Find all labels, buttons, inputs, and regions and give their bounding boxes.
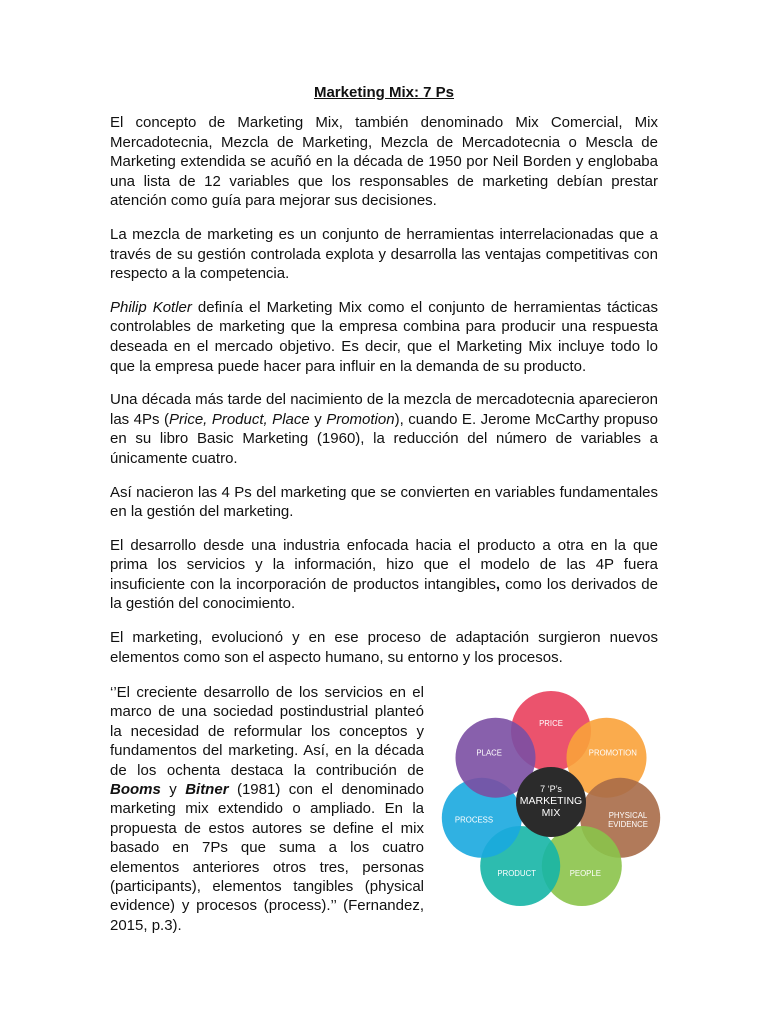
paragraph-6-b: como los derivados de la gestión del conocimiento. bbox=[110, 575, 658, 613]
booms-name: Booms bbox=[110, 781, 161, 799]
center-label: 7 ‘P’s MARKETING MIX bbox=[519, 784, 583, 819]
paragraph-3 bbox=[110, 298, 658, 376]
petal-label-price: PRICE bbox=[539, 719, 563, 728]
paragraph-6 bbox=[110, 536, 658, 614]
page-title: Marketing Mix: 7 Ps bbox=[313, 84, 455, 101]
kotler-name: Philip Kotler bbox=[110, 298, 192, 316]
petal-label-product: PRODUCT bbox=[497, 869, 536, 879]
paragraph-6-a: El desarrollo desde una industria enfocada hacia el producto a otra en la que prima los servicios y la información, hizo que el modelo de las 4P fuera insuficiente con la incorporación de productos intangibles bbox=[110, 536, 658, 593]
paragraph-3-text: definía el Marketing Mix como el conjunto de herramientas tácticas controlables de marketing que la empresa combina para producir una respuesta deseada en el mercado objetivo. Es decir, que el Marketing Mix incluye todo lo que la empresa puede hacer para influir en la demanda de su producto. bbox=[110, 298, 659, 375]
paragraph-1: El concepto de Marketing Mix, también denominado Mix Comercial, Mix Mercadotecnia, Mezcla de Marketing, Mezcla de Mercadotecnia o Mescla de Marketing extendida se acuñó en la década de 1950 por Neil Borden y englobaba una lista de 12 variables que los responsables de marketing debían prestar atención como guía para mejorar sus decisiones. bbox=[110, 114, 658, 210]
paragraph-4-e: ), cuando E. Jerome McCarthy propuso en su libro Basic Marketing (1960), la reducción del número de variables a únicamente cuatro. bbox=[110, 410, 658, 467]
paragraph-4-promotion: Promotion bbox=[326, 410, 395, 428]
paragraph-5: Así nacieron las 4 Ps del marketing que se convierten en variables fundamentales en la gestión del marketing. bbox=[110, 483, 658, 521]
body-column bbox=[110, 113, 658, 681]
quote-paragraph bbox=[110, 683, 424, 935]
quote-a: ‘’El creciente desarrollo de los servicios en el marco de una sociedad postindustrial planteó la necesidad de reformular los conceptos y fundamentos del marketing. Así, en la década de los ochenta destaca la contribución de bbox=[110, 684, 424, 779]
petal-label-process: PROCESS bbox=[454, 815, 494, 825]
paragraph-4-4ps: Price, Product, Place bbox=[169, 410, 310, 428]
bitner-name: Bitner bbox=[185, 781, 229, 799]
paragraph-4-c: y bbox=[309, 410, 327, 428]
paragraph-2: La mezcla de marketing es un conjunto de herramientas interrelacionadas que a través de su gestión controlada explota y desarrolla las ventajas competitivas con respecto a la competencia. bbox=[110, 225, 658, 283]
paragraph-6-comma: , bbox=[495, 575, 501, 593]
seven-ps-diagram bbox=[438, 690, 664, 914]
paragraph-4-a: Una década más tarde del nacimiento de la mezcla de mercadotecnia aparecieron las 4Ps ( bbox=[110, 391, 658, 428]
seven-ps-diagram-svg bbox=[438, 690, 664, 914]
quote-b: (1981) con el denominado marketing mix extendido o ampliado. En la propuesta de estos autores se define el mix basado en 7Ps que suma a los cuatro elementos anteriores otros tres, personas (participants), elementos tangibles (physical evidence) y procesos (process).’’ (Fernandez, 2015, p.3). bbox=[110, 781, 424, 934]
petal-label-people: PEOPLE bbox=[569, 869, 601, 879]
petal-label-physical-evidence: PHYSICAL EVIDENCE bbox=[608, 811, 648, 830]
petal-label-place: PLACE bbox=[476, 748, 502, 758]
paragraph-7: El marketing, evolucionó y en ese proceso de adaptación surgieron nuevos elementos como son el aspecto humano, su entorno y los procesos. bbox=[110, 629, 658, 666]
petal-label-promotion: PROMOTION bbox=[588, 748, 637, 758]
paragraph-4 bbox=[110, 390, 658, 468]
quote-y: y bbox=[160, 781, 186, 799]
